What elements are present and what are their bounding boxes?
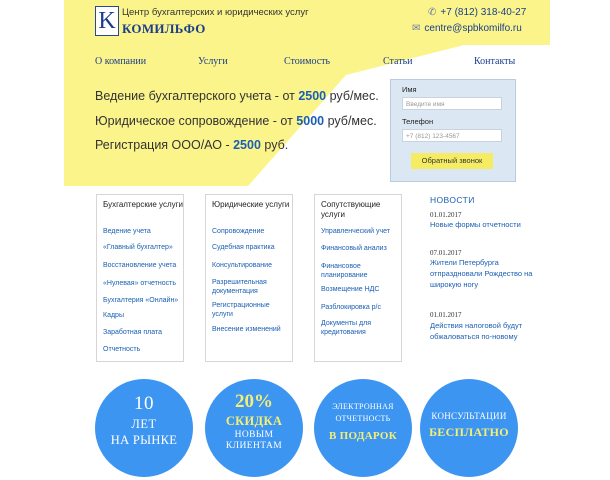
service-link[interactable]: Консультирование <box>212 262 272 269</box>
service-link[interactable]: Ведение учета <box>103 228 151 235</box>
promo-line-registration: Регистрация ООО/АО - 2500 руб. <box>95 138 289 152</box>
badge-line: НА РЫНКЕ <box>110 433 178 447</box>
phone-icon: ✆ <box>428 7 437 18</box>
badge-line: СКИДКА <box>225 414 283 428</box>
service-link[interactable]: Бухгалтерия «Онлайн» <box>103 297 179 304</box>
badge-line: ЭЛЕКТРОННАЯ <box>332 402 394 411</box>
service-link[interactable]: «Нулевая» отчетность <box>103 280 177 287</box>
badge-line: ОТЧЕТНОСТЬ <box>335 414 391 423</box>
nav-services[interactable]: Услуги <box>198 56 228 67</box>
promo-price: 2500 <box>298 89 327 103</box>
nav-contacts[interactable]: Контакты <box>474 56 516 67</box>
badge-line: В ПОДАРОК <box>328 430 398 442</box>
service-link[interactable]: Заработная плата <box>103 329 162 336</box>
nav-pricing[interactable]: Стоимость <box>284 56 331 67</box>
nav-articles[interactable]: Статьи <box>383 56 413 67</box>
service-link[interactable]: Разблокировка р/с <box>321 304 382 311</box>
service-link[interactable]: Управленческий учет <box>321 228 390 235</box>
column-title: Сопутствующие услуги <box>321 200 381 219</box>
news-title[interactable]: Жители Петербурга отпраздновали Рождество на широкую ногу <box>430 258 533 289</box>
envelope-icon: ✉ <box>412 23 421 34</box>
column-title: Бухгалтерские услуги <box>103 200 184 209</box>
logo-name[interactable]: КОМИЛЬФО <box>122 21 206 36</box>
service-link[interactable]: Финансовый анализ <box>321 245 387 252</box>
services-related <box>314 194 402 362</box>
badge-discount <box>205 379 303 477</box>
service-link[interactable]: Кадры <box>103 312 124 319</box>
email-address[interactable]: centre@spbkomilfo.ru <box>424 23 522 34</box>
service-link[interactable]: Документы для кредитования <box>321 320 371 336</box>
badge-line: БЕСПЛАТНО <box>429 425 509 439</box>
badge-line: 20% <box>235 391 273 412</box>
promo-line-accounting: Ведение бухгалтерского учета - от 2500 руб/мес. <box>95 89 379 103</box>
service-link[interactable]: Восстановление учета <box>103 262 177 269</box>
service-link[interactable]: «Главный бухгалтер» <box>103 244 173 251</box>
badge-reporting <box>314 379 412 477</box>
news-date: 07.01.2017 <box>430 249 462 257</box>
phone-number[interactable]: +7 (812) 318-40-27 <box>440 7 527 18</box>
phone-contact[interactable] <box>428 7 526 18</box>
services-legal <box>205 194 293 362</box>
badge-line: КОНСУЛЬТАЦИИ <box>431 411 507 421</box>
badge-line: КЛИЕНТАМ <box>225 441 283 451</box>
news-date: 01.01.2017 <box>430 211 462 219</box>
phone-input[interactable]: +7 (812) 123-4567 <box>402 129 502 142</box>
promo-line-legal: Юридическое сопровождение - от 5000 руб/мес. <box>95 114 377 128</box>
badge-line: 10 <box>134 393 154 414</box>
phone-label: Телефон <box>402 117 434 126</box>
news-title[interactable]: Новые формы отчетности <box>430 220 521 229</box>
news-date: 01.01.2017 <box>430 311 462 319</box>
badge-consultation <box>420 379 518 477</box>
nav-about[interactable]: О компании <box>95 56 147 67</box>
service-link[interactable]: Судебная практика <box>212 244 275 251</box>
promo-price: 5000 <box>296 114 325 128</box>
service-link[interactable]: Сопровождение <box>212 228 265 235</box>
news-heading[interactable]: НОВОСТИ <box>430 195 475 205</box>
badge-years <box>95 379 193 477</box>
email-contact[interactable] <box>412 23 522 34</box>
callback-button[interactable]: Обратный звонок <box>411 153 493 169</box>
promo-price: 2500 <box>233 138 261 152</box>
service-link[interactable]: Финансовое планирование <box>321 263 368 279</box>
callback-form <box>390 79 516 182</box>
service-link[interactable]: Возмещение НДС <box>321 286 380 293</box>
name-label: Имя <box>402 85 417 94</box>
services-accounting <box>96 194 184 362</box>
logo-subtitle: Центр бухгалтерских и юридических услуг <box>122 7 309 18</box>
service-link[interactable]: Регистрационные услуги <box>212 302 270 318</box>
service-link[interactable]: Разрешительная документация <box>212 279 267 295</box>
badge-line: ЛЕТ <box>131 417 157 431</box>
service-link[interactable]: Отчетность <box>103 346 141 353</box>
news-title[interactable]: Действия налоговой будут обжаловаться по-новому <box>430 321 523 341</box>
service-link[interactable]: Внесение изменений <box>212 326 281 333</box>
column-title: Юридические услуги <box>212 200 290 209</box>
logo-mark[interactable]: K <box>95 6 119 36</box>
name-input[interactable]: Введите имя <box>402 97 502 110</box>
badge-line: НОВЫМ <box>234 430 274 440</box>
